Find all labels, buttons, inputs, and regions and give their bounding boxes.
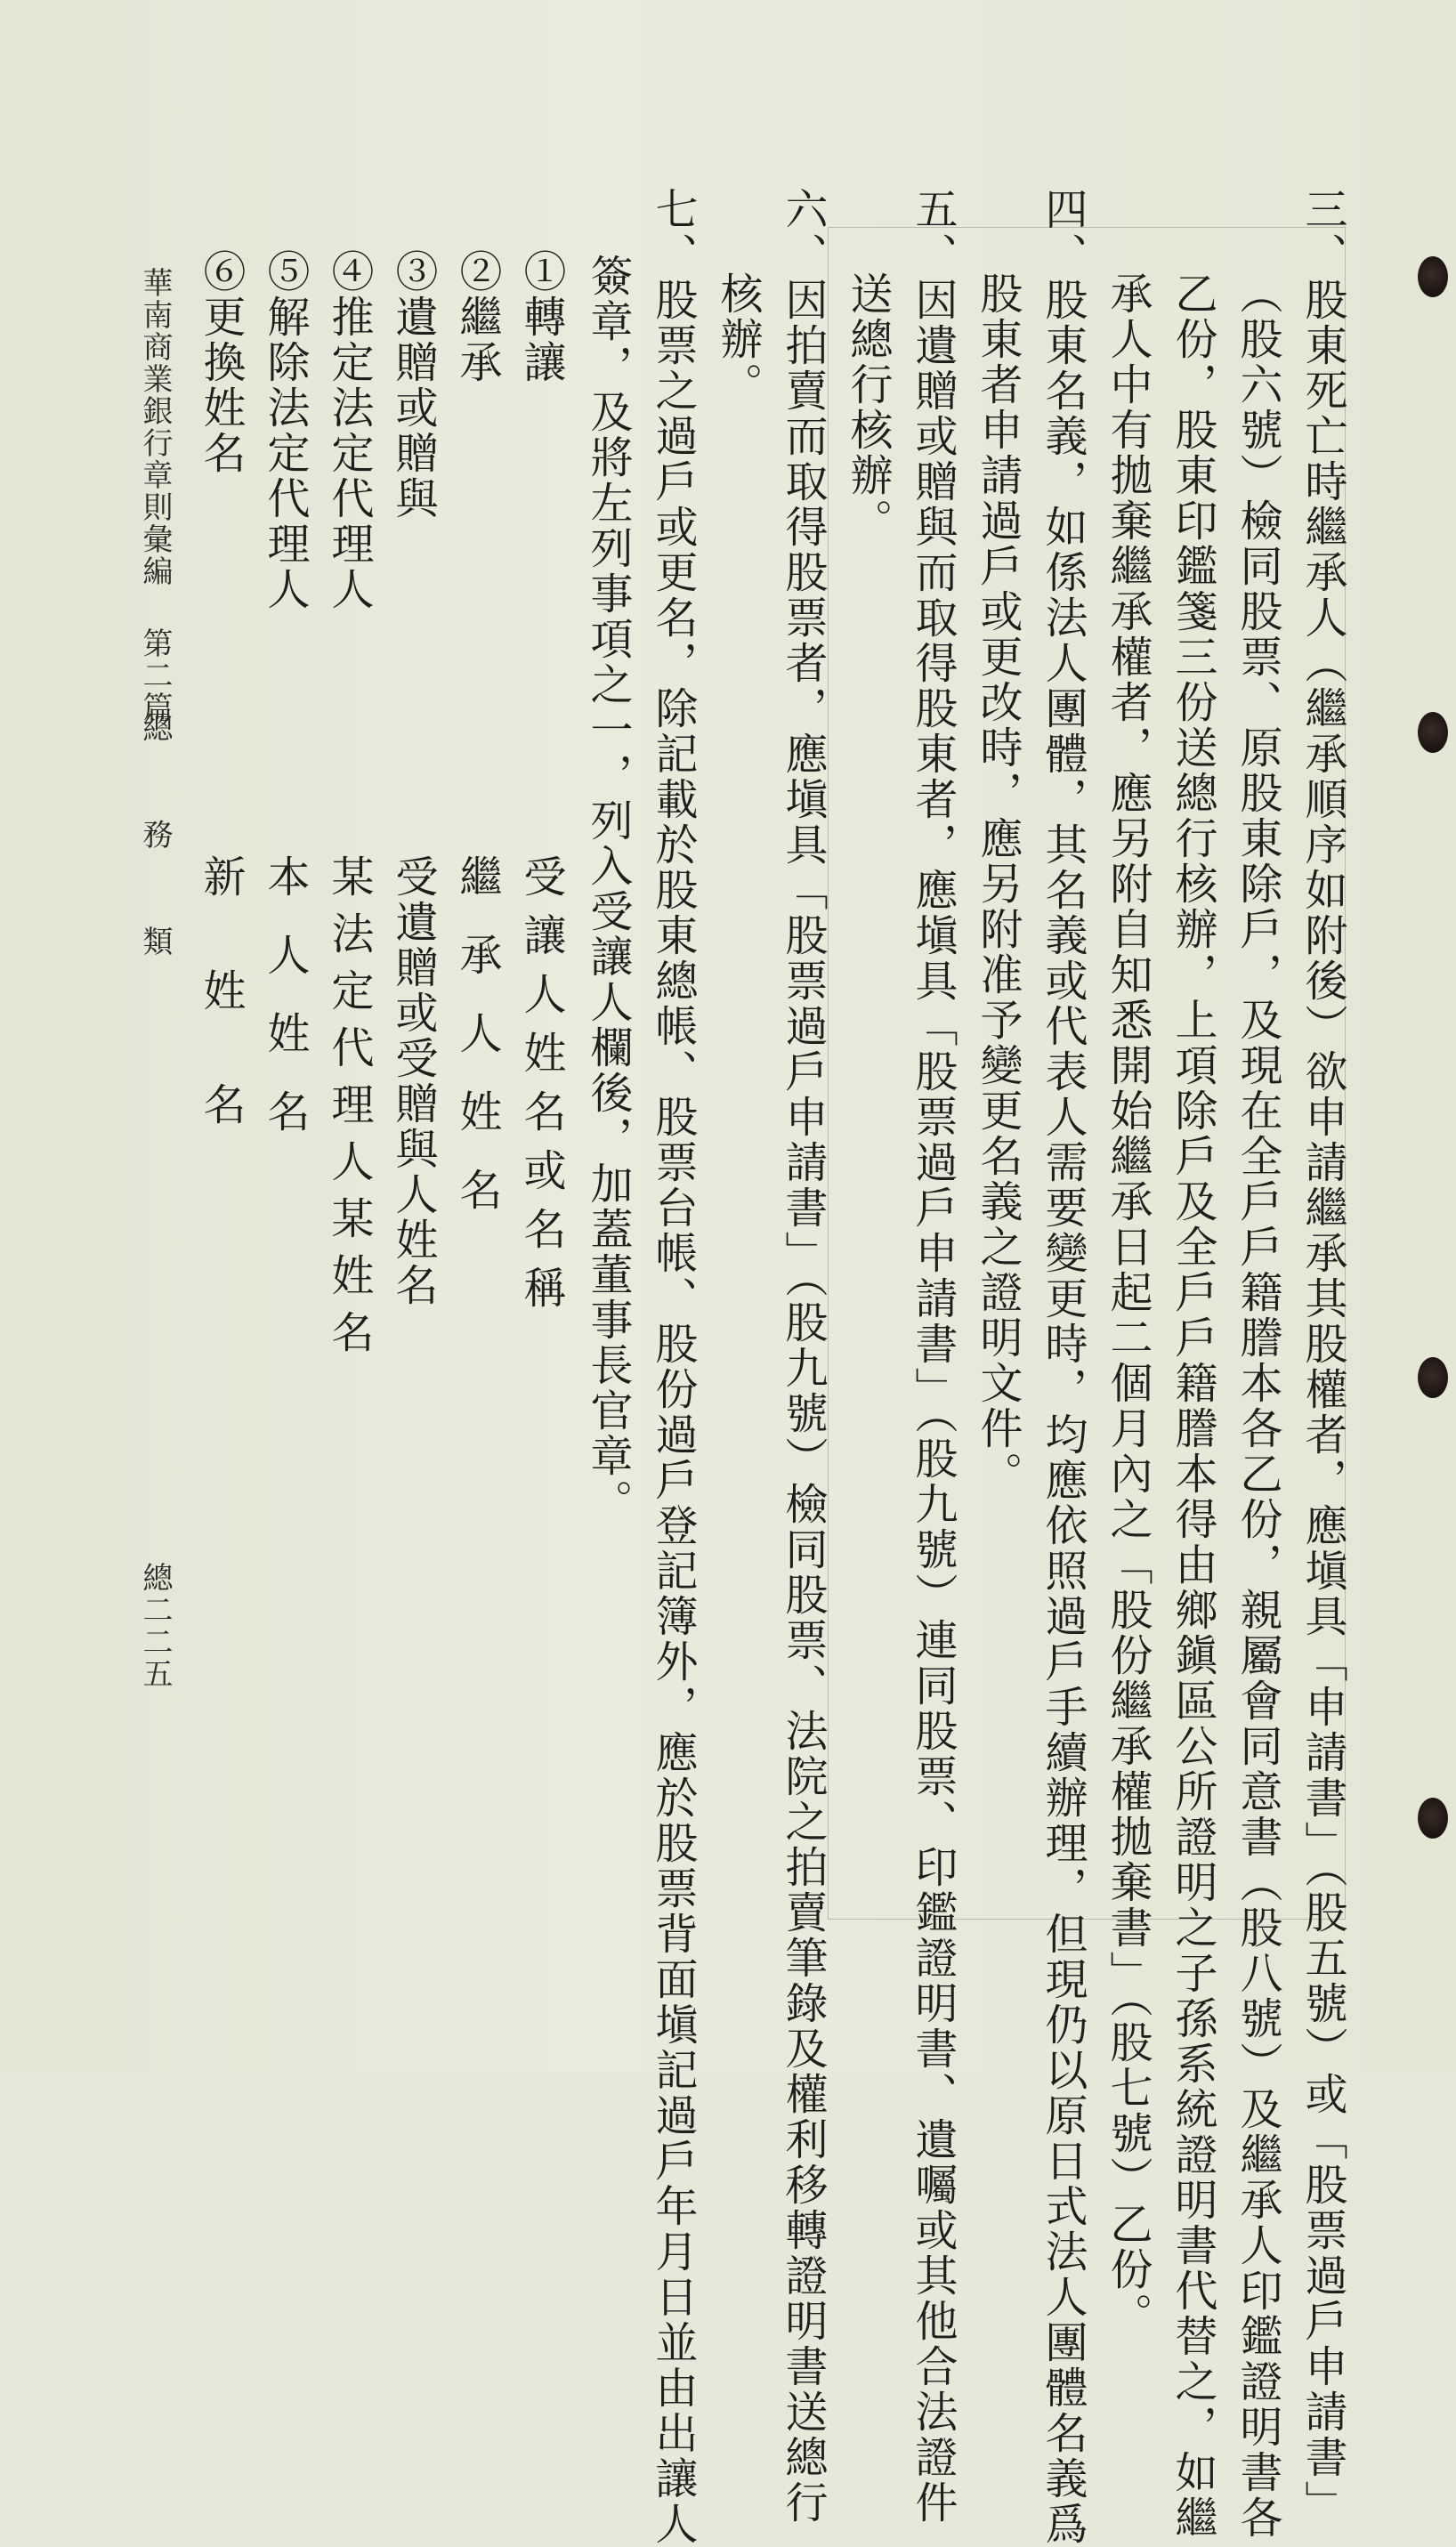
item-3-line-3: 乙份，股東印鑑箋三份送總行核辦，上項除戶及全戶戶籍謄本得由鄉鎭區公所證明之子孫系統證明書代替之，如繼	[1168, 271, 1217, 2541]
list-item-3-label: ③遺贈或贈與	[388, 249, 438, 522]
footer-book-title: 華南商業銀行章則彙編	[137, 267, 173, 587]
footer-part: 第二篇	[137, 627, 173, 724]
page-number: 總二二五	[137, 1562, 173, 1690]
list-item-4-label: ④推定法定代理人	[324, 249, 374, 612]
binding-hole-1	[1418, 256, 1448, 297]
item-4-line-2: 股東者申請過戶或更改時，應另附准予變更名義之證明文件。	[973, 271, 1023, 1497]
list-item-4-value: 某法定代理人某姓名	[324, 854, 374, 1367]
item-6-line-2: 核辦。	[713, 271, 763, 408]
list-item-1-value: 受讓人姓名或名稱	[516, 854, 566, 1324]
item-3-number: 三、	[1298, 187, 1347, 278]
item-3-text-1: 股東死亡時繼承人（繼承順序如附後）欲申請繼承其股權者，應塡具「申請書」（股五號）或「股票過戶申請書」	[1298, 278, 1347, 2526]
item-4-text-1: 股東名義，如係法人團體，其名義或代表人需要變更時，均應依照過戶手續辦理，但現仍以原日式法人團體名義爲	[1038, 278, 1088, 2547]
list-item-5-value: 本人姓名	[260, 854, 310, 1168]
item-7-number: 七、	[648, 187, 698, 278]
item-7-line-2: 簽章，及將左列事項之一，列入受讓人欄後，加蓋董事長官章。	[583, 254, 633, 1524]
item-6-number: 六、	[778, 187, 828, 278]
item-3-line-2: （股六號）檢同股票、原股東除戶，及現在全戶戶籍謄本各乙份，親屬會同意書（股八號）及繼承人印鑑證明書各	[1233, 271, 1282, 2541]
item-4-number: 四、	[1038, 187, 1088, 278]
item-5-text-1: 因遺贈或贈與而取得股東者，應塡具「股票過戶申請書」（股九號）連同股票、印鑑證明書、遺囑或其他合法證件	[908, 278, 958, 2526]
list-item-1-label: ①轉讓	[516, 249, 566, 385]
list-item-2-value: 繼承人姓名	[452, 854, 502, 1246]
list-item-5-label: ⑤解除法定代理人	[260, 249, 310, 612]
item-5-line-1	[908, 187, 958, 2526]
list-item-6-value: 新姓名	[196, 854, 246, 1196]
item-5-number: 五、	[908, 187, 958, 278]
item-7-text-1: 股票之過戶或更名，除記載於股東總帳、股票台帳、股份過戶登記簿外，應於股票背面塡記過戶年月日並由出讓人	[648, 278, 698, 2547]
item-4-line-1	[1038, 187, 1088, 2547]
list-item-2-label: ②繼承	[452, 249, 502, 385]
binding-hole-3	[1418, 1357, 1448, 1398]
list-item-6-label: ⑥更換姓名	[196, 249, 246, 476]
item-6-line-1	[778, 187, 828, 2526]
item-3-line-1	[1298, 187, 1347, 2526]
binding-hole-2	[1418, 712, 1448, 753]
binding-hole-4	[1418, 1798, 1448, 1839]
list-item-3-value: 受遺贈或受贈與人姓名	[388, 854, 438, 1308]
item-6-text-1: 因拍賣而取得股票者，應塡具「股票過戶申請書」（股九號）檢同股票、法院之拍賣筆錄及權利移轉證明書送總行	[778, 278, 828, 2526]
item-7-line-1	[648, 187, 698, 2547]
item-5-line-2: 送總行核辦。	[843, 271, 893, 544]
footer-section: 總 務 類	[137, 712, 173, 979]
item-3-line-4: 承人中有拋棄繼承權者，應另附自知悉開始繼承日起二個月內之「股份繼承權拋棄書」（股七號）乙份。	[1103, 271, 1153, 2338]
